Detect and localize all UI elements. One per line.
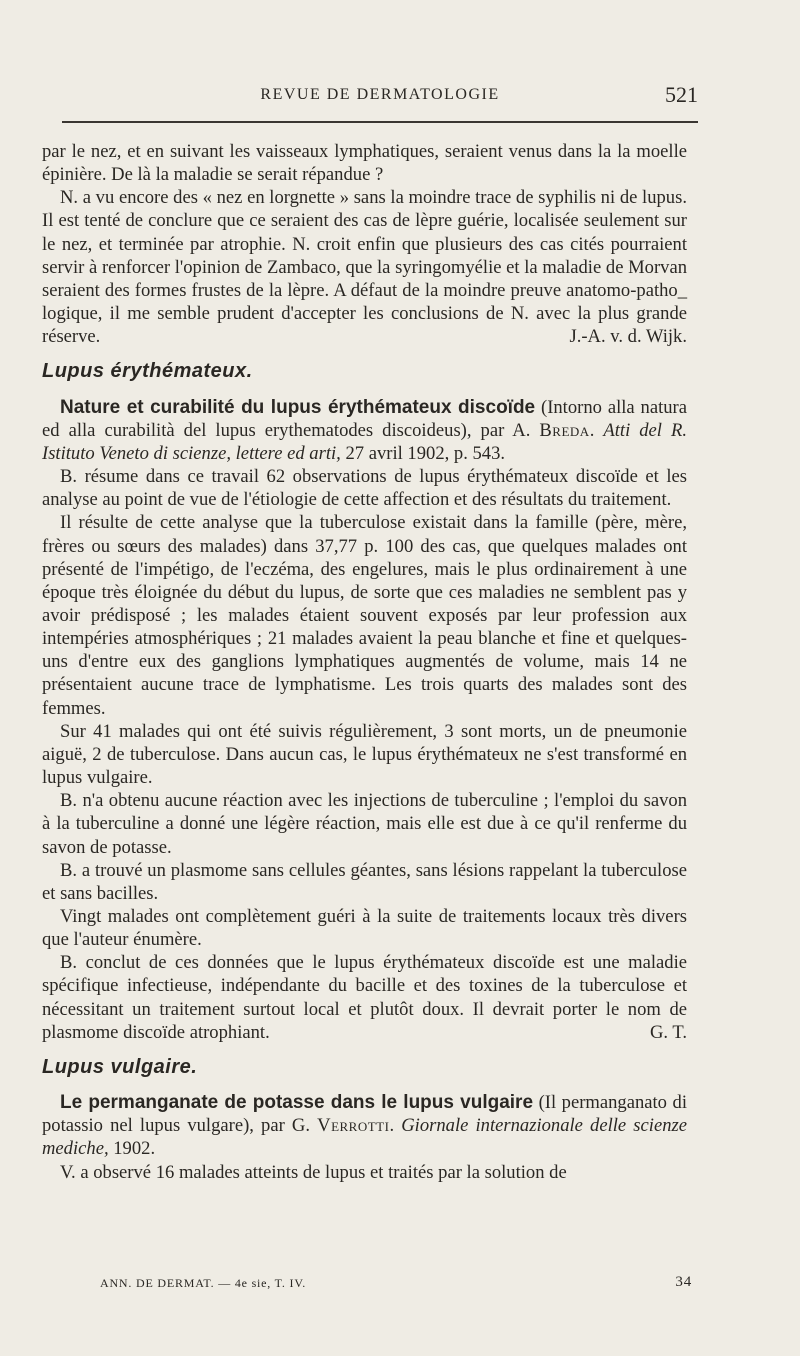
paragraph: Il résulte de cette analyse que la tuberculose existait dans la famille (père, mère, frères ou sœurs des malades) dans 37,77 p. 100 des cas, que quelques malades ont présenté de l'impétigo, de l'eczéma, des engelures, mais le plus ordinairement à une époque très éloignée du début du lupus, de sorte que ces maladies ne semblent pas y avoir prédisposé ; les malades étaient souvent exposés par leur profession aux intempéries atmosphériques ; 21 malades avaient la peau blanche et fine et quelques-uns d'entre eux des ganglions lymphatiques augmentés de volume, mais 14 ne présentaient aucune trace de lymphatisme. Les trois quarts des malades sont des femmes. [42, 512, 687, 719]
review-signature: J.-A. v. d. Wijk. [569, 326, 687, 348]
section-heading: Lupus érythémateux. [42, 360, 253, 383]
paragraph: B. a trouvé un plasmome sans cellules géantes, sans lésions rappelant la tuberculose et sans bacilles. [42, 859, 687, 904]
author-name: Breda [539, 419, 590, 441]
running-header [62, 80, 698, 120]
paragraph: par le nez, et en suivant les vaisseaux lymphatiques, seraient venus dans la la moelle épinière. De là la maladie se serait répandue ? [42, 141, 687, 186]
paragraph: V. a observé 16 malades atteints de lupus et traités par la solution de [60, 1161, 567, 1183]
header-rule [62, 121, 698, 123]
paragraph: B. conclut de ces données que le lupus érythémateux discoïde est une maladie spécifique infectieuse, indépendante du bacille et des toxines de la tuberculose et nécessitant un traitement surtout local et plutôt doux. Il devrait porter le nom de plasmome discoïde atrophiant. G. T. [42, 952, 687, 1043]
article-reference: Le permanganate de potasse dans le lupus vulgaire (Il permanganato di potassio nel lupus vulgare), par G. Verrotti. Giornale internazionale delle scienze mediche, 1902. [42, 1092, 688, 1160]
article-title: Le permanganate de potasse dans le lupus vulgaire [60, 1092, 534, 1114]
section-heading: Lupus vulgaire. [42, 1055, 198, 1078]
sheet-number: 34 [675, 1274, 692, 1290]
page-number: 521 [665, 82, 698, 107]
journal-name: Giornale internazionale delle scienze mediche, [42, 1115, 688, 1160]
article-title: Nature et curabilité du lupus érythémateux discoïde [60, 396, 536, 418]
paragraph: Vingt malades ont complètement guéri à la suite de traitements locaux très divers que l'auteur énumère. [42, 906, 687, 951]
paragraph: B. n'a obtenu aucune réaction avec les injections de tuberculine ; l'emploi du savon à la tuberculine a donné une légère réaction, mais elle est due à ce qu'il renferme du savon de potasse. [42, 790, 687, 858]
footer-signature-mark: ANN. DE DERMAT. — 4e sie, T. IV. [100, 1276, 307, 1290]
page-footer [100, 1276, 692, 1291]
article-reference: Nature et curabilité du lupus érythémateux discoïde (Intorno alla natura ed alla curabilità del lupus erythematodes discoideus), par A. Breda. Atti del R. Istituto Veneto di scienze, lettere ed arti, 27 avril 1902, p. 543. [42, 396, 688, 464]
paragraph: N. a vu encore des « nez en lorgnette » sans la moindre trace de syphilis ni de lupus. Il est tenté de conclure que ce seraient des cas de lèpre guérie, localisée seulement sur le nez, et terminée par atrophie. N. croit enfin que plusieurs des cas cités pourraient servir à renforcer l'opinion de Zambaco, que la syringomyélie et la maladie de Morvan seraient des formes frustes de la lèpre. A défaut de la moindre preuve anatomo-patho_ logique, il me semble prudent d'accepter les conclusions de N. avec la plus grande réserve. J.-A. v. d. Wijk. [42, 187, 687, 348]
journal-name: Atti del R. Istituto Veneto di scienze, lettere ed arti, [42, 419, 688, 464]
review-signature: G. T. [649, 1021, 687, 1043]
author-name: Verrotti [317, 1115, 390, 1137]
paragraph: B. résume dans ce travail 62 observations de lupus érythémateux discoïde et les analyse au point de vue de l'étiologie de cette affection et des résultats du traitement. [42, 466, 687, 511]
body-text [42, 140, 687, 1184]
journal-title: REVUE DE DERMATOLOGIE [260, 86, 500, 103]
paragraph: Sur 41 malades qui ont été suivis régulièrement, 3 sont morts, un de pneumonie aiguë, 2 de tuberculose. Dans aucun cas, le lupus érythémateux ne s'est transformé en lupus vulgaire. [42, 720, 687, 789]
